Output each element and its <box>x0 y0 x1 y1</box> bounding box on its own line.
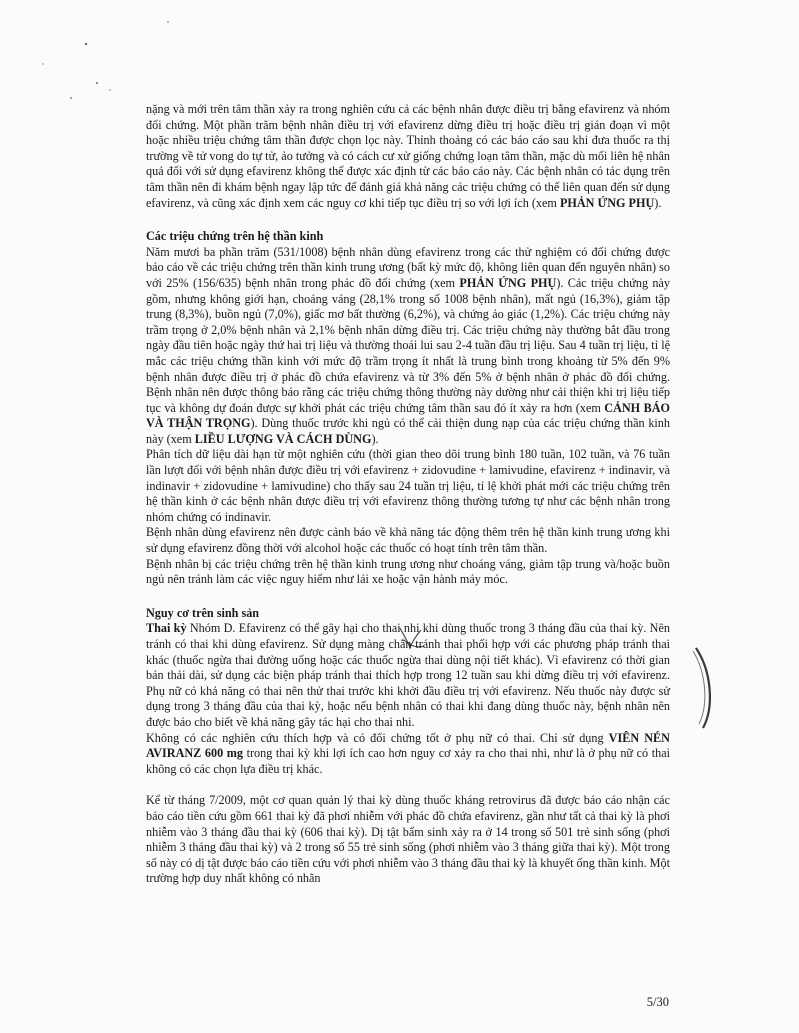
section-heading-reproductive: Nguy cơ trên sinh sản <box>146 605 260 620</box>
text-segment: Năm mươi ba phần trăm (531/1008) bệnh nhân dùng efavirenz trong các thử nghiệm có đối chứng được báo cáo về các triệu chứng trên thần kinh trung ương (bất kỳ mức độ, không liên quan đến nguyên nhân) so với 25% (156/635) bệnh nhân trong phác đồ đối chứng (xem <box>146 244 670 290</box>
section-heading-neuro: Các triệu chứng trên hệ thần kinh <box>146 229 324 244</box>
text-segment: Nhóm D. Efavirenz có thể gây hại cho thai nhi khi dùng thuốc trong 3 tháng đầu của thai kỳ. Nên tránh có thai khi dùng efavirenz. Sử dụng màng chắn tránh thai phối hợp với các phương pháp tránh thai khác (thuốc ngừa thai đường uống hoặc các thuốc ngừa thai dùng nội tiết khác). Vì efavirenz có thời gian bán thải dài, sử dụng các biện pháp tránh thai thích hợp trong 12 tuần sau khi dừng điều trị với efavirenz. Phụ nữ có khả năng có thai nên thử thai trước khi khởi đầu điều trị với efavirenz. Nếu thuốc này được sử dụng trong 3 tháng đầu của thai kỳ, hoặc nếu bệnh nhân có thai khi đang dùng thuốc này, bệnh nhân nên được báo cho biết về khả năng gây tác hại cho thai nhi. <box>146 621 670 729</box>
text-segment: ). Các triệu chứng này gồm, nhưng không giới hạn, choáng váng (28,1% trong số 1008 bệnh nhân), mất ngủ (16,3%), giảm tập trung (8,3%), buồn ngủ (7,0%), giấc mơ bất thường (6,2%), và chứng ảo giác (1,2%). Các triệu chứng này trầm trọng ở 2,0% bệnh nhân và 2,1% bệnh nhân dừng điều trị. Các triệu chứng này thường bắt đầu trong ngày đầu tiên hoặc ngày thứ hai trị liệu và thường thoái lui sau 2-4 tuần đầu trị liệu. Sau 4 tuần trị liệu, tỉ lệ mắc các triệu chứng thần kinh với mức độ trầm trọng ít nhất là trung bình trong khoảng từ 5% đến 9% bệnh nhân được điều trị ở phác đồ chứa efavirenz và từ 3% đến 5% ở bệnh nhân ở phác đồ đối chứng. Bệnh nhân nên được thông báo rằng các triệu chứng thông thường này dường như cải thiện khi trị liệu tiếp tục và không dự đoán được sự khởi phát các triệu chứng tâm thần sau đó ít xảy ra hơn (xem <box>146 275 670 415</box>
paragraph-repro-2 <box>146 731 670 778</box>
bold-reference: PHẢN ỨNG PHỤ <box>459 275 557 290</box>
bold-product-name: VIÊN NÉN AVIRANZ 600 mg <box>146 730 670 761</box>
paragraph-repro-3 <box>146 793 670 887</box>
document-body <box>146 102 670 887</box>
text-segment: Bệnh nhân bị các triệu chứng trên hệ thần kinh trung ương như choáng váng, giảm tập trung và/hoặc buồn ngủ nên tránh làm các việc nguy hiểm như lái xe hoặc vận hành máy móc. <box>146 556 670 587</box>
text-segment: ). <box>654 195 662 210</box>
text-segment: nặng và mới trên tâm thần xảy ra trong nghiên cứu cả các bệnh nhân được điều trị bằng efavirenz và nhóm đối chứng. Một phần trăm bệnh nhân điều trị với efavirenz dừng điều trị hoặc điều trị gián đoạn vì một hoặc nhiều triệu chứng tâm thần được chọn lọc này. Thỉnh thoảng có các báo cáo sau khi đưa thuốc ra thị trường về tử vong do tự tử, ảo tưởng và có cách cư xử giống chứng loạn tâm thần, mặc dù mối liên hệ nhân quả đối với sử dụng efavirenz không thể được xác định từ các báo cáo này. Các bệnh nhân có tác dụng trên tâm thần nên đi khám bệnh ngay lập tức để đánh giá khả năng các triệu chứng có thể liên quan đến sử dụng efavirenz, và cũng xác định xem các nguy cơ khi tiếp tục điều trị so với lợi ích (xem <box>146 102 670 210</box>
page-number: 5/30 <box>646 995 669 1009</box>
text-segment: Kể từ tháng 7/2009, một cơ quan quản lý thai kỳ dùng thuốc kháng retrovirus đã được báo cáo nhận các báo cáo tiền cứu gồm 661 thai kỳ đã phơi nhiễm với phác đồ chứa efavirenz, gần như tất cả thai kỳ là phơi nhiễm vào 3 tháng đầu thai kỳ (606 thai kỳ). Dị tật bẩm sinh xảy ra ở 14 trong số 501 trẻ sinh sống (phơi nhiễm 3 tháng đầu thai kỳ) và 2 trong số 55 trẻ sinh sống (phơi nhiễm vào 3 tháng giữa thai kỳ). Một trong số này có dị tật được báo cáo tiền cứu với phơi nhiễm vào 3 tháng đầu thai kỳ là khuyết ống thần kinh. Một trường hợp duy nhất không có nhãn <box>146 793 670 886</box>
text-segment: Không có các nghiên cứu thích hợp và có đối chứng tốt ở phụ nữ có thai. Chỉ sử dụng <box>146 730 609 745</box>
bold-reference: LIỀU LƯỢNG VÀ CÁCH DÙNG <box>194 431 372 446</box>
paragraph-repro-1 <box>146 621 670 730</box>
paragraph-neuro-3 <box>146 525 670 556</box>
paragraph-intro <box>146 102 670 211</box>
text-segment: Bệnh nhân dùng efavirenz nên được cảnh báo về khả năng tác động thêm trên hệ thần kinh trung ương khi sử dụng efavirenz đồng thời với alcohol hoặc các thuốc có hoạt tính trên tâm thần. <box>146 525 670 556</box>
bold-term: Thai kỳ <box>146 621 187 636</box>
text-segment: ). <box>371 431 379 446</box>
text-segment: trong thai kỳ khi lợi ích cao hơn nguy cơ xảy ra cho thai nhi, như là ở phụ nữ có thai không có các chọn lựa điều trị khác. <box>146 746 670 776</box>
paragraph-neuro-4 <box>146 557 670 588</box>
paragraph-neuro-2 <box>146 447 670 525</box>
text-segment: ). Dùng thuốc trước khi ngủ có thể cải thiện dung nạp của các triệu chứng thần kinh này (xem <box>146 416 670 446</box>
bold-reference: PHẢN ỨNG PHỤ <box>559 195 655 210</box>
text-segment: Phân tích dữ liệu dài hạn từ một nghiên cứu (thời gian theo dõi trung bình 180 tuần, 102 tuần, và 76 tuần lần lượt đối với bệnh nhân được điều trị với efavirenz + zidovudine + lamivudine, efavirenz + indinavir, và indinavir + zidovudine + lamivudine) cho thấy sau 24 tuần trị liệu, tỉ lệ khởi phát mới các triệu chứng trên hệ thần kinh ở các bệnh nhân được điều trị với efavirenz thông thường tương tự như các bệnh nhân trong nhóm chứng có indinavir. <box>146 447 670 524</box>
paragraph-neuro-1 <box>146 245 670 448</box>
bold-reference: CẢNH BÁO VÀ THẬN TRỌNG <box>146 400 671 431</box>
